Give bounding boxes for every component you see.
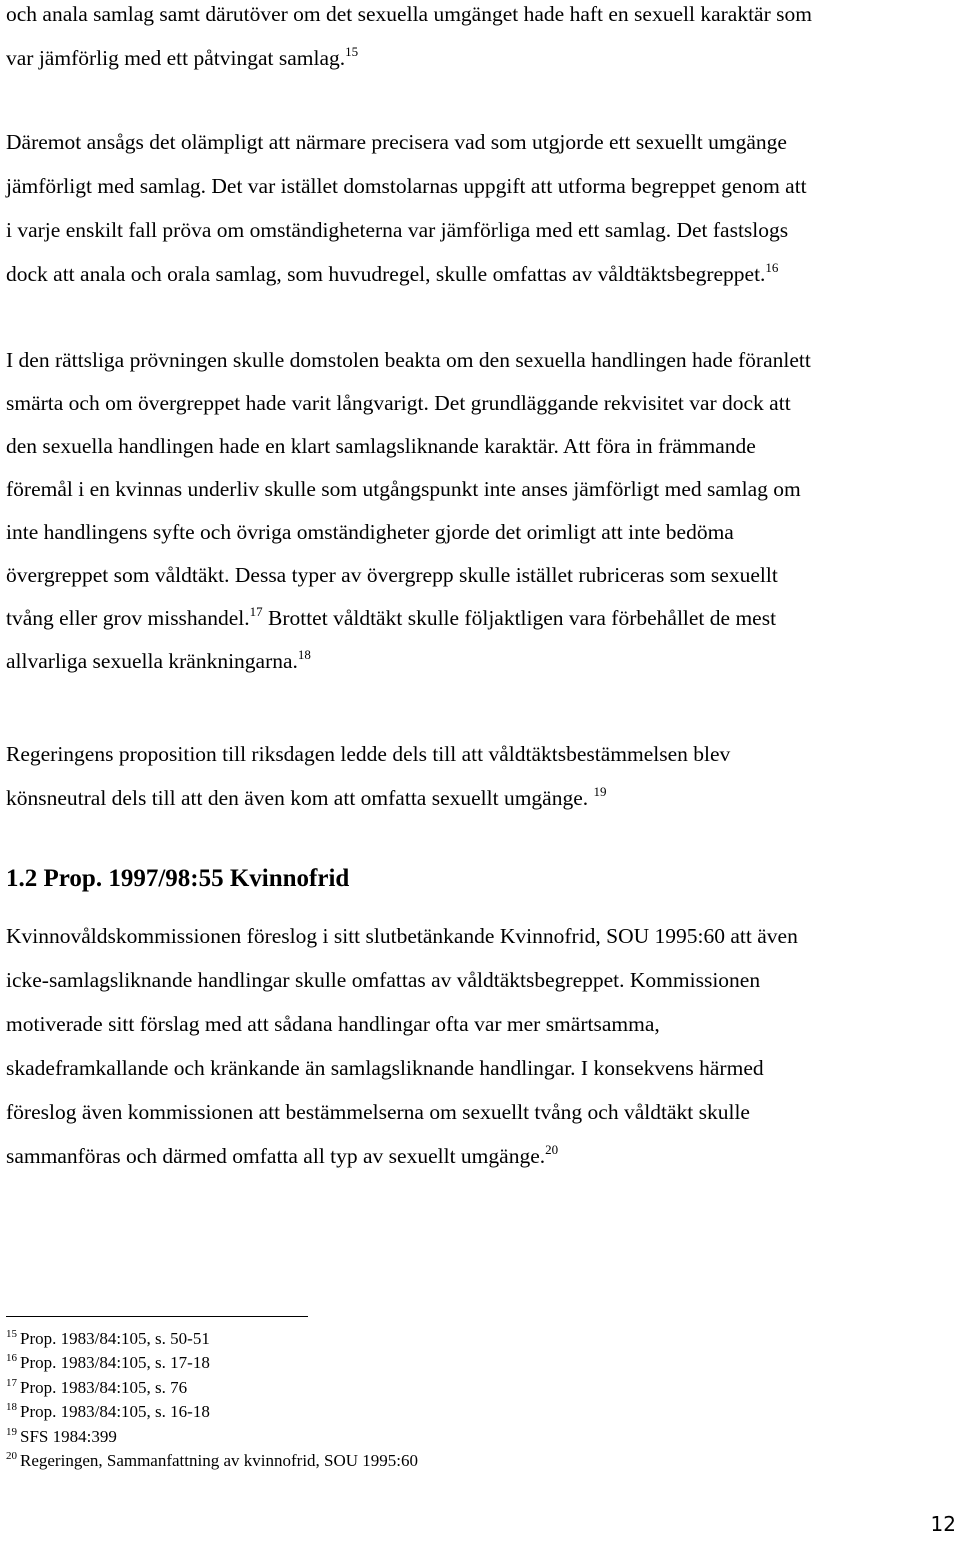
text-line: övergreppet som våldtäkt. Dessa typer av övergrepp skulle istället rubriceras som sexuellt — [6, 563, 778, 587]
text-line: sammanföras och därmed omfatta all typ av sexuellt umgänge.$^{20}$ — [6, 1142, 559, 1168]
body-paragraph-4 — [6, 732, 956, 820]
footnote-number: 18 — [6, 1401, 17, 1414]
text-line: Däremot ansågs det olämpligt att närmare precisera vad som utgjorde ett sexuellt umgänge — [6, 130, 787, 154]
text-line: motiverade sitt förslag med att sådana handlingar ofta var mer smärtsamma, — [6, 1012, 660, 1036]
footnote-ref[interactable]: 18 — [297, 647, 311, 662]
text-line: könsneutral dels till att den även kom att omfatta sexuellt umgänge. $^{19}$ — [6, 784, 607, 810]
text-line: jämförligt med samlag. Det var istället domstolarnas uppgift att utforma begreppet genom att — [6, 174, 807, 198]
text-line: icke-samlagsliknande handlingar skulle omfattas av våldtäktsbegreppet. Kommissionen — [6, 968, 761, 992]
text-line: och anala samlag samt därutöver om det sexuella umgänget hade haft en sexuell karaktär som — [6, 2, 812, 26]
footnote-text: Prop. 1983/84:105, s. 76 — [20, 1377, 188, 1397]
footnote-divider — [6, 1316, 308, 1317]
text-line: föreslog även kommissionen att bestämmelserna om sexuellt tvång och våldtäkt skulle — [6, 1100, 750, 1124]
footnote-text: Prop. 1983/84:105, s. 50-51 — [20, 1329, 210, 1348]
footnote-number: 16 — [6, 1352, 17, 1365]
footnote-text: Regeringen, Sammanfattning av kvinnofrid, SOU 1995:60 — [20, 1450, 419, 1470]
footnote-list — [6, 1327, 418, 1473]
body-paragraph-3 — [6, 339, 956, 683]
body-paragraph-2 — [6, 120, 956, 296]
footnote-number: 17 — [6, 1376, 17, 1389]
text-line: allvarliga sexuella kränkningarna.$^{18}$ — [6, 647, 311, 673]
footnote — [6, 1376, 418, 1400]
footnote-text: SFS 1984:399 — [20, 1426, 117, 1446]
footnote-ref[interactable]: 19 — [593, 784, 607, 799]
footnote-ref[interactable]: 20 — [545, 1142, 559, 1157]
footnote — [6, 1351, 418, 1375]
footnote-number: 15 — [6, 1328, 17, 1340]
footnote-text: Prop. 1983/84:105, s. 17-18 — [20, 1353, 210, 1373]
footnote — [6, 1400, 418, 1424]
footnote-ref[interactable]: 16 — [765, 260, 779, 275]
footnote-number: 19 — [6, 1425, 17, 1438]
text-line: föremål i en kvinnas underliv skulle som utgångspunkt inte anses jämförligt med samlag om — [6, 477, 801, 501]
text-line: I den rättsliga prövningen skulle domstolen beakta om den sexuella handlingen hade föranlett — [6, 348, 811, 372]
body-paragraph-1 — [6, 0, 956, 80]
text-line: skadeframkallande och kränkande än samlagsliknande handlingar. I konsekvens härmed — [6, 1056, 764, 1080]
section-heading: 1.2 Prop. 1997/98:55 Kvinnofrid — [6, 865, 350, 892]
text-line: den sexuella handlingen hade en klart samlagsliknande karaktär. Att föra in främmande — [6, 434, 756, 458]
footnote-ref[interactable]: 15 — [345, 44, 359, 59]
footnote-number: 20 — [6, 1449, 17, 1462]
footnote-ref[interactable]: 17 — [249, 604, 263, 619]
body-paragraph-5 — [6, 914, 956, 1178]
text-line: Kvinnovåldskommissionen föreslog i sitt slutbetänkande Kvinnofrid, SOU 1995:60 att även — [6, 924, 798, 948]
footnote-text: Prop. 1983/84:105, s. 16-18 — [20, 1402, 210, 1422]
footnote — [6, 1327, 418, 1351]
text-line: Regeringens proposition till riksdagen ledde dels till att våldtäktsbestämmelsen blev — [6, 742, 731, 766]
text-line: inte handlingens syfte och övriga omständigheter gjorde det orimligt att inte bedöma — [6, 520, 734, 544]
text-line: i varje enskilt fall pröva om omständigheterna var jämförliga med ett samlag. Det fastslogs — [6, 218, 789, 242]
page-number: 12 — [930, 1512, 956, 1536]
text-line: smärta och om övergreppet hade varit långvarigt. Det grundläggande rekvisitet var dock att — [6, 391, 791, 415]
text-line: dock att anala och orala samlag, som huvudregel, skulle omfattas av våldtäktsbegreppet.$^{16}$ — [6, 260, 779, 286]
text-line: var jämförlig med ett påtvingat samlag.$^{15}$ — [6, 44, 359, 70]
footnote — [6, 1425, 418, 1449]
footnote — [6, 1449, 418, 1473]
text-line: tvång eller grov misshandel.$^{17}$ Brottet våldtäkt skulle följaktligen vara förbehållet de mest — [6, 604, 777, 630]
